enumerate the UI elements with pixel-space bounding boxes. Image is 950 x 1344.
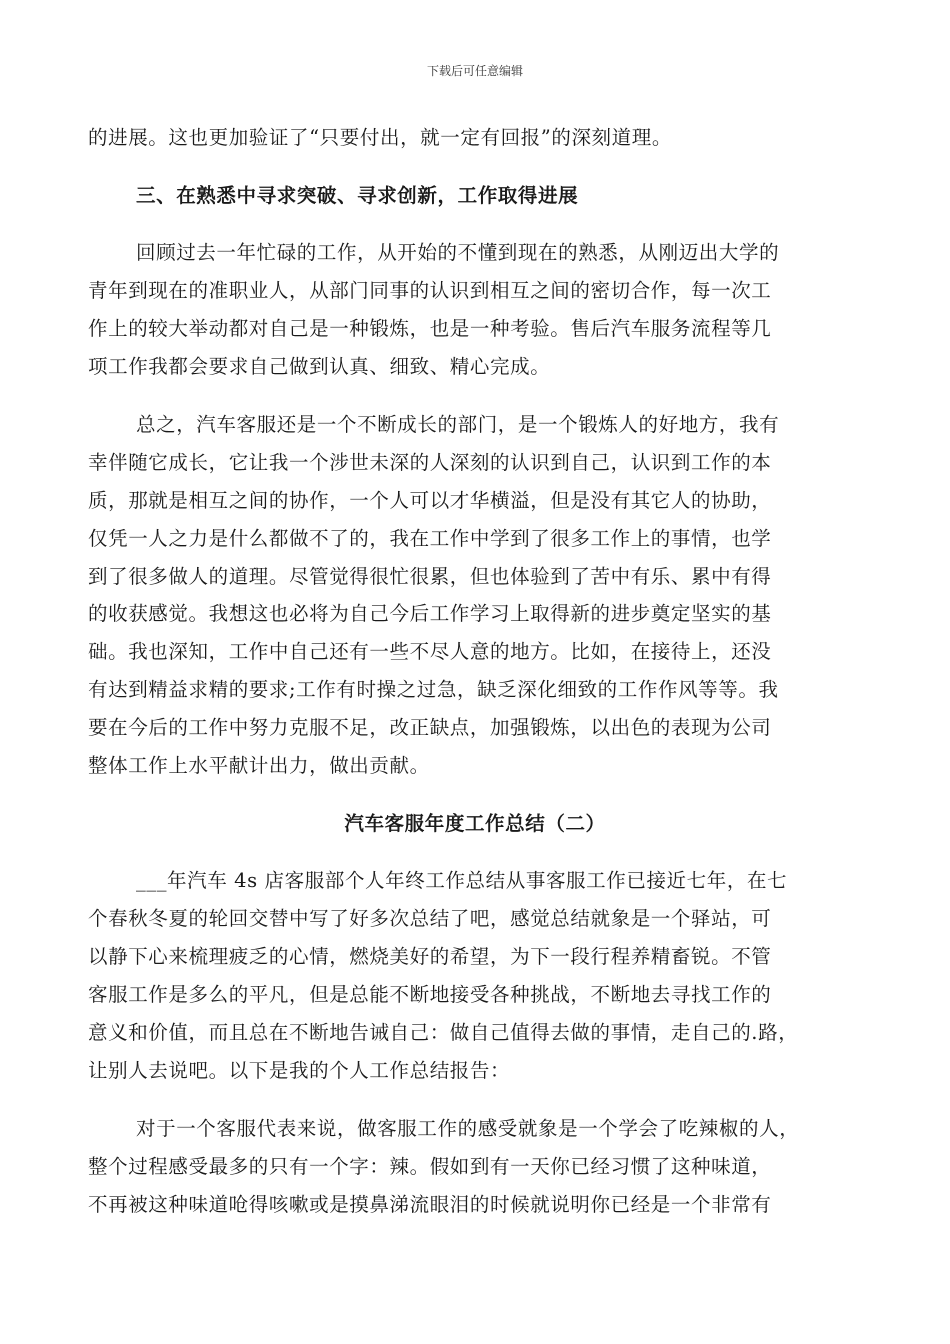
text-line: 础。我也深知，工作中自己还有一些不尽人意的地方。比如，在接待上，还没: [88, 640, 772, 663]
section-heading: 三、在熟悉中寻求突破、寻求创新，工作取得进展: [136, 184, 579, 207]
text-line: 个春秋冬夏的轮回交替中写了好多次总结了吧，感觉总结就象是一个驿站，可: [88, 907, 772, 930]
text-line: 项工作我都会要求自己做到认真、细致、精心完成。: [88, 355, 551, 378]
text-line: 整个过程感受最多的只有一个字：辣。假如到有一天你已经习惯了这种味道，: [88, 1155, 772, 1178]
text-line: 要在今后的工作中努力克服不足，改正缺点，加强锻炼，以出色的表现为公司: [88, 716, 772, 739]
text-line: 让别人去说吧。以下是我的个人工作总结报告：: [88, 1059, 511, 1082]
text-line: ___年汽车 4s 店客服部个人年终工作总结从事客服工作已接近七年，在七: [136, 869, 788, 892]
text-line: 到了很多做人的道理。尽管觉得很忙很累，但也体验到了苦中有乐、累中有得: [88, 565, 772, 588]
text-line: 整体工作上水平献计出力，做出贡献。: [88, 754, 430, 777]
text-line: 有达到精益求精的要求;工作有时操之过急，缺乏深化细致的工作作风等等。我: [88, 678, 779, 701]
text-line: 仅凭一人之力是什么都做不了的，我在工作中学到了很多工作上的事情，也学: [88, 527, 772, 550]
text-line: 幸伴随它成长，它让我一个涉世未深的人深刻的认识到自己，认识到工作的本: [88, 451, 772, 474]
text-line: 青年到现在的准职业人，从部门同事的认识到相互之间的密切合作，每一次工: [88, 279, 772, 302]
text-line: 意义和价值，而且总在不断地告诫自己：做自己值得去做的事情，走自己的.路，: [88, 1021, 799, 1044]
text-line: 回顾过去一年忙碌的工作，从开始的不懂到现在的熟悉，从刚迈出大学的: [136, 241, 780, 264]
text-line: 对于一个客服代表来说，做客服工作的感受就象是一个学会了吃辣椒的人，: [136, 1117, 800, 1140]
text-line: 的收获感觉。我想这也必将为自己今后工作学习上取得新的进步奠定坚实的基: [88, 602, 772, 625]
text-line: 不再被这种味道呛得咳嗽或是摸鼻涕流眼泪的时候就说明你已经是一个非常有: [88, 1193, 772, 1216]
text-line: 的进展。这也更加验证了“只要付出，就一定有回报”的深刻道理。: [88, 126, 672, 149]
text-line: 客服工作是多么的平凡，但是总能不断地接受各种挑战，不断地去寻找工作的: [88, 983, 772, 1006]
page-header-note: 下载后可任意编辑: [426, 64, 523, 78]
article-title: 汽车客服年度工作总结（二）: [344, 812, 606, 835]
text-line: 作上的较大举动都对自己是一种锻炼，也是一种考验。售后汽车服务流程等几: [88, 317, 772, 340]
text-line: 质，那就是相互之间的协作，一个人可以才华横溢，但是没有其它人的协助，: [88, 489, 772, 512]
text-line: 以静下心来梳理疲乏的心情，燃烧美好的希望，为下一段行程养精畜锐。不管: [88, 945, 772, 968]
text-line: 总之，汽车客服还是一个不断成长的部门，是一个锻炼人的好地方，我有: [136, 413, 780, 436]
